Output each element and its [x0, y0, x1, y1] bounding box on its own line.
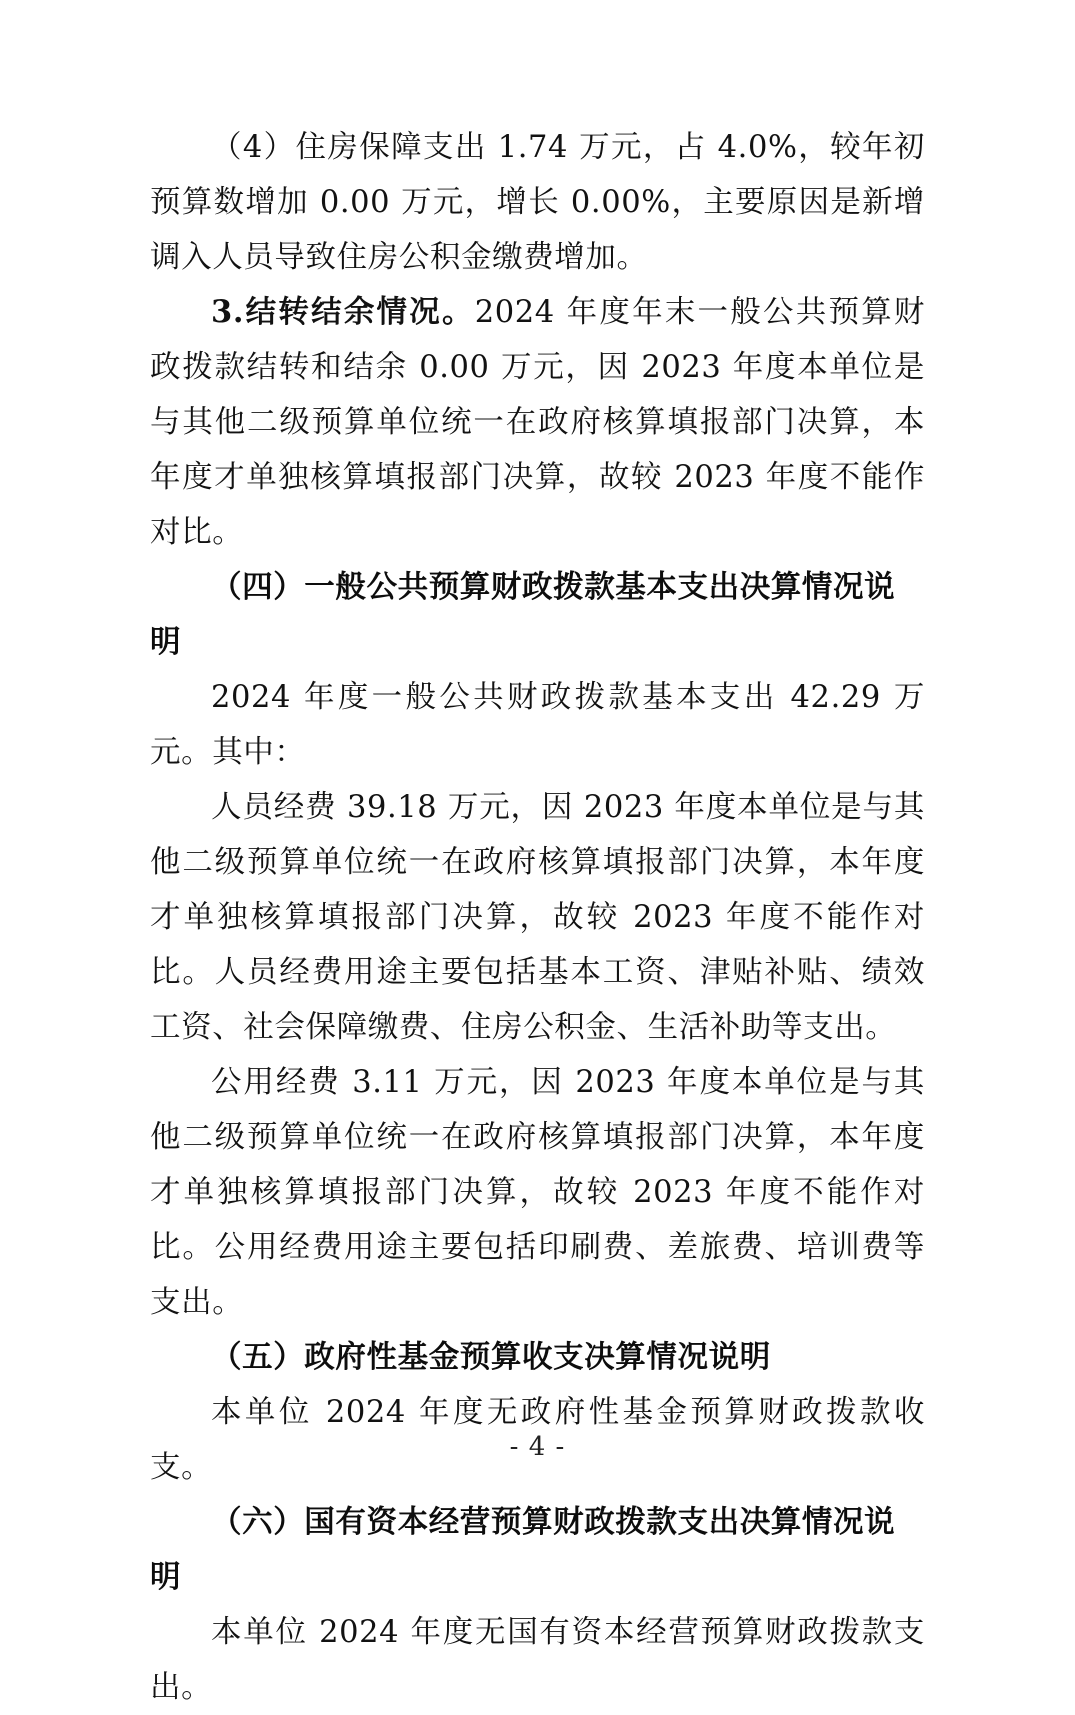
heading-section-six: （六）国有资本经营预算财政拨款支出决算情况说明: [150, 1504, 896, 1595]
heading-section-four: （四）一般公共预算财政拨款基本支出决算情况说明: [150, 569, 896, 660]
paragraph-basic-expenditure: 2024 年度一般公共财政拨款基本支出 42.29 万元。其中：: [150, 680, 925, 770]
paragraph-carryover: [150, 285, 925, 560]
paragraph-personnel-cost: 人员经费 39.18 万元，因 2023 年度本单位是与其他二级预算单位统一在政府核算填报部门决算，本年度才单独核算填报部门决算，故较 2023 年度不能作对比。人员经费用途主要包括基本工资、津贴补贴、绩效工资、社会保障缴费、住房公积金、生活补助等支出。: [150, 790, 925, 1045]
page-number: - 4 -: [509, 1432, 566, 1462]
paragraph-carryover-text: 2024 年度年末一般公共预算财政拨款结转和结余 0.00 万元，因 2023 年度本单位是与其他二级预算单位统一在政府核算填报部门决算，本年度才单独核算填报部门决算，故较 2023 年度不能作对比。: [150, 295, 925, 550]
paragraph-public-cost: 公用经费 3.11 万元，因 2023 年度本单位是与其他二级预算单位统一在政府核算填报部门决算，本年度才单独核算填报部门决算，故较 2023 年度不能作对比。公用经费用途主要包括印刷费、差旅费、培训费等支出。: [150, 1065, 925, 1320]
paragraph-section-five-body: 本单位 2024 年度无政府性基金预算财政拨款收支。: [150, 1395, 925, 1485]
paragraph-section-six-body: 本单位 2024 年度无国有资本经营预算财政拨款支出。: [150, 1615, 925, 1705]
paragraph-carryover-lead: 3.结转结余情况。: [211, 294, 475, 330]
heading-section-five: （五）政府性基金预算收支决算情况说明: [211, 1339, 771, 1375]
paragraph-housing-security: （4）住房保障支出 1.74 万元，占 4.0%，较年初预算数增加 0.00 万元，增长 0.00%，主要原因是新增调入人员导致住房公积金缴费增加。: [150, 130, 925, 275]
